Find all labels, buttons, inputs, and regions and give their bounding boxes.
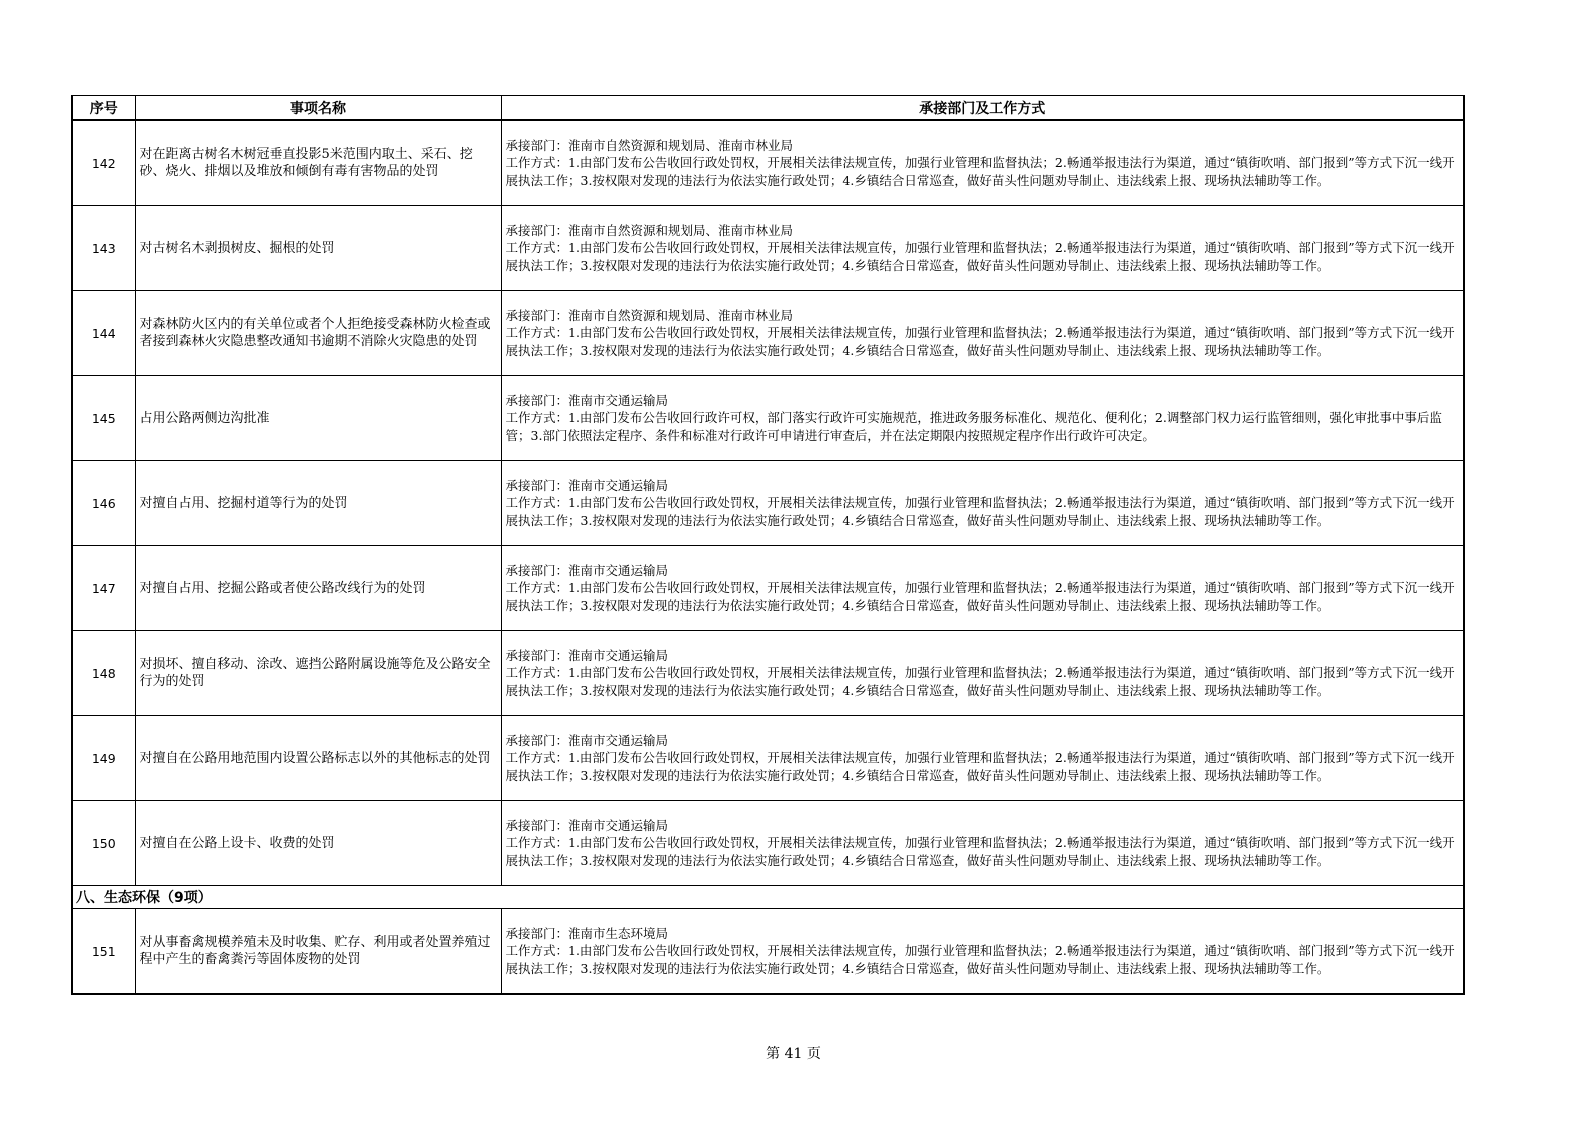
row-department-method — [501, 206, 1464, 291]
row-item-name: 对擅自占用、挖掘村道等行为的处罚 — [135, 461, 501, 546]
row-item-name: 对从事畜禽规模养殖未及时收集、贮存、利用或者处置养殖过程中产生的畜禽粪污等固体废物的处罚 — [135, 909, 501, 995]
header-index: 序号 — [72, 96, 135, 121]
work-method-line: 工作方式：1.由部门发布公告收回行政处罚权，开展相关法律法规宣传，加强行业管理和监督执法；2.畅通举报违法行为渠道，通过“镇街吹哨、部门报到”等方式下沉一线开展执法工作；3.按权限对发现的违法行为依法实施行政处罚；4.乡镇结合日常巡查，做好苗头性问题劝导制止、违法线索上报、现场执法辅助等工作。 — [505, 665, 1455, 698]
row-item-name: 对损坏、擅自移动、涂改、遮挡公路附属设施等危及公路安全行为的处罚 — [135, 631, 501, 716]
table-row — [72, 120, 1464, 206]
work-method-line: 工作方式：1.由部门发布公告收回行政处罚权，开展相关法律法规宣传，加强行业管理和监督执法；2.畅通举报违法行为渠道，通过“镇街吹哨、部门报到”等方式下沉一线开展执法工作；3.按权限对发现的违法行为依法实施行政处罚；4.乡镇结合日常巡查，做好苗头性问题劝导制止、违法线索上报、现场执法辅助等工作。 — [505, 325, 1455, 358]
work-method-line: 工作方式：1.由部门发布公告收回行政处罚权，开展相关法律法规宣传，加强行业管理和监督执法；2.畅通举报违法行为渠道，通过“镇街吹哨、部门报到”等方式下沉一线开展执法工作；3.按权限对发现的违法行为依法实施行政处罚；4.乡镇结合日常巡查，做好苗头性问题劝导制止、违法线索上报、现场执法辅助等工作。 — [505, 943, 1455, 976]
row-index: 143 — [72, 206, 135, 291]
department-line: 承接部门：淮南市交通运输局 — [505, 818, 669, 834]
row-index: 142 — [72, 120, 135, 206]
work-method-line: 工作方式：1.由部门发布公告收回行政处罚权，开展相关法律法规宣传，加强行业管理和监督执法；2.畅通举报违法行为渠道，通过“镇街吹哨、部门报到”等方式下沉一线开展执法工作；3.按权限对发现的违法行为依法实施行政处罚；4.乡镇结合日常巡查，做好苗头性问题劝导制止、违法线索上报、现场执法辅助等工作。 — [505, 580, 1455, 613]
row-item-name: 对擅自在公路上设卡、收费的处罚 — [135, 801, 501, 886]
department-line: 承接部门：淮南市自然资源和规划局、淮南市林业局 — [505, 138, 794, 154]
row-department-method — [501, 291, 1464, 376]
table-row — [72, 716, 1464, 801]
row-index: 148 — [72, 631, 135, 716]
header-item-name: 事项名称 — [135, 96, 501, 121]
department-line: 承接部门：淮南市自然资源和规划局、淮南市林业局 — [505, 223, 794, 239]
row-department-method — [501, 631, 1464, 716]
table-row — [72, 461, 1464, 546]
row-department-method — [501, 546, 1464, 631]
table-row — [72, 206, 1464, 291]
department-line: 承接部门：淮南市交通运输局 — [505, 648, 669, 664]
work-method-line: 工作方式：1.由部门发布公告收回行政处罚权，开展相关法律法规宣传，加强行业管理和监督执法；2.畅通举报违法行为渠道，通过“镇街吹哨、部门报到”等方式下沉一线开展执法工作；3.按权限对发现的违法行为依法实施行政处罚；4.乡镇结合日常巡查，做好苗头性问题劝导制止、违法线索上报、现场执法辅助等工作。 — [505, 750, 1455, 783]
row-index: 144 — [72, 291, 135, 376]
row-index: 150 — [72, 801, 135, 886]
row-item-name: 对古树名木剥损树皮、掘根的处罚 — [135, 206, 501, 291]
row-department-method — [501, 376, 1464, 461]
row-index: 146 — [72, 461, 135, 546]
table-row — [72, 631, 1464, 716]
work-method-line: 工作方式：1.由部门发布公告收回行政处罚权，开展相关法律法规宣传，加强行业管理和监督执法；2.畅通举报违法行为渠道，通过“镇街吹哨、部门报到”等方式下沉一线开展执法工作；3.按权限对发现的违法行为依法实施行政处罚；4.乡镇结合日常巡查，做好苗头性问题劝导制止、违法线索上报、现场执法辅助等工作。 — [505, 155, 1455, 188]
row-index: 151 — [72, 909, 135, 995]
row-department-method — [501, 801, 1464, 886]
department-line: 承接部门：淮南市交通运输局 — [505, 393, 669, 409]
department-line: 承接部门：淮南市自然资源和规划局、淮南市林业局 — [505, 308, 794, 324]
row-item-name: 对擅自占用、挖掘公路或者使公路改线行为的处罚 — [135, 546, 501, 631]
work-method-line: 工作方式：1.由部门发布公告收回行政许可权，部门落实行政许可实施规范，推进政务服务标准化、规范化、便利化；2.调整部门权力运行监管细则，强化审批事中事后监管；3.部门依照法定程序、条件和标准对行政许可申请进行审查后，并在法定期限内按照规定程序作出行政许可决定。 — [505, 410, 1442, 443]
section-heading: 八、生态环保（9项） — [72, 886, 1464, 909]
row-item-name: 对森林防火区内的有关单位或者个人拒绝接受森林防火检查或者接到森林火灾隐患整改通知书逾期不消除火灾隐患的处罚 — [135, 291, 501, 376]
row-index: 145 — [72, 376, 135, 461]
row-item-name: 占用公路两侧边沟批准 — [135, 376, 501, 461]
table-row — [72, 909, 1464, 995]
page-number: 第 41 页 — [766, 1046, 821, 1062]
table-row — [72, 801, 1464, 886]
row-department-method — [501, 120, 1464, 206]
row-item-name: 对擅自在公路用地范围内设置公路标志以外的其他标志的处罚 — [135, 716, 501, 801]
row-department-method — [501, 909, 1464, 995]
table-header-row — [72, 96, 1464, 121]
section-heading-row — [72, 886, 1464, 909]
row-item-name: 对在距离古树名木树冠垂直投影5米范围内取土、采石、挖砂、烧火、排烟以及堆放和倾倒有毒有害物品的处罚 — [135, 120, 501, 206]
row-index: 149 — [72, 716, 135, 801]
table-row — [72, 376, 1464, 461]
department-line: 承接部门：淮南市交通运输局 — [505, 478, 669, 494]
table-row — [72, 546, 1464, 631]
header-department-method: 承接部门及工作方式 — [501, 96, 1464, 121]
table-body — [72, 120, 1464, 994]
department-line: 承接部门：淮南市交通运输局 — [505, 563, 669, 579]
work-method-line: 工作方式：1.由部门发布公告收回行政处罚权，开展相关法律法规宣传，加强行业管理和监督执法；2.畅通举报违法行为渠道，通过“镇街吹哨、部门报到”等方式下沉一线开展执法工作；3.按权限对发现的违法行为依法实施行政处罚；4.乡镇结合日常巡查，做好苗头性问题劝导制止、违法线索上报、现场执法辅助等工作。 — [505, 835, 1455, 868]
work-method-line: 工作方式：1.由部门发布公告收回行政处罚权，开展相关法律法规宣传，加强行业管理和监督执法；2.畅通举报违法行为渠道，通过“镇街吹哨、部门报到”等方式下沉一线开展执法工作；3.按权限对发现的违法行为依法实施行政处罚；4.乡镇结合日常巡查，做好苗头性问题劝导制止、违法线索上报、现场执法辅助等工作。 — [505, 495, 1455, 528]
row-index: 147 — [72, 546, 135, 631]
work-method-line: 工作方式：1.由部门发布公告收回行政处罚权，开展相关法律法规宣传，加强行业管理和监督执法；2.畅通举报违法行为渠道，通过“镇街吹哨、部门报到”等方式下沉一线开展执法工作；3.按权限对发现的违法行为依法实施行政处罚；4.乡镇结合日常巡查，做好苗头性问题劝导制止、违法线索上报、现场执法辅助等工作。 — [505, 240, 1455, 273]
row-department-method — [501, 716, 1464, 801]
department-line: 承接部门：淮南市生态环境局 — [505, 926, 669, 942]
department-line: 承接部门：淮南市交通运输局 — [505, 733, 669, 749]
row-department-method — [501, 461, 1464, 546]
item-table — [71, 95, 1465, 995]
table-row — [72, 291, 1464, 376]
